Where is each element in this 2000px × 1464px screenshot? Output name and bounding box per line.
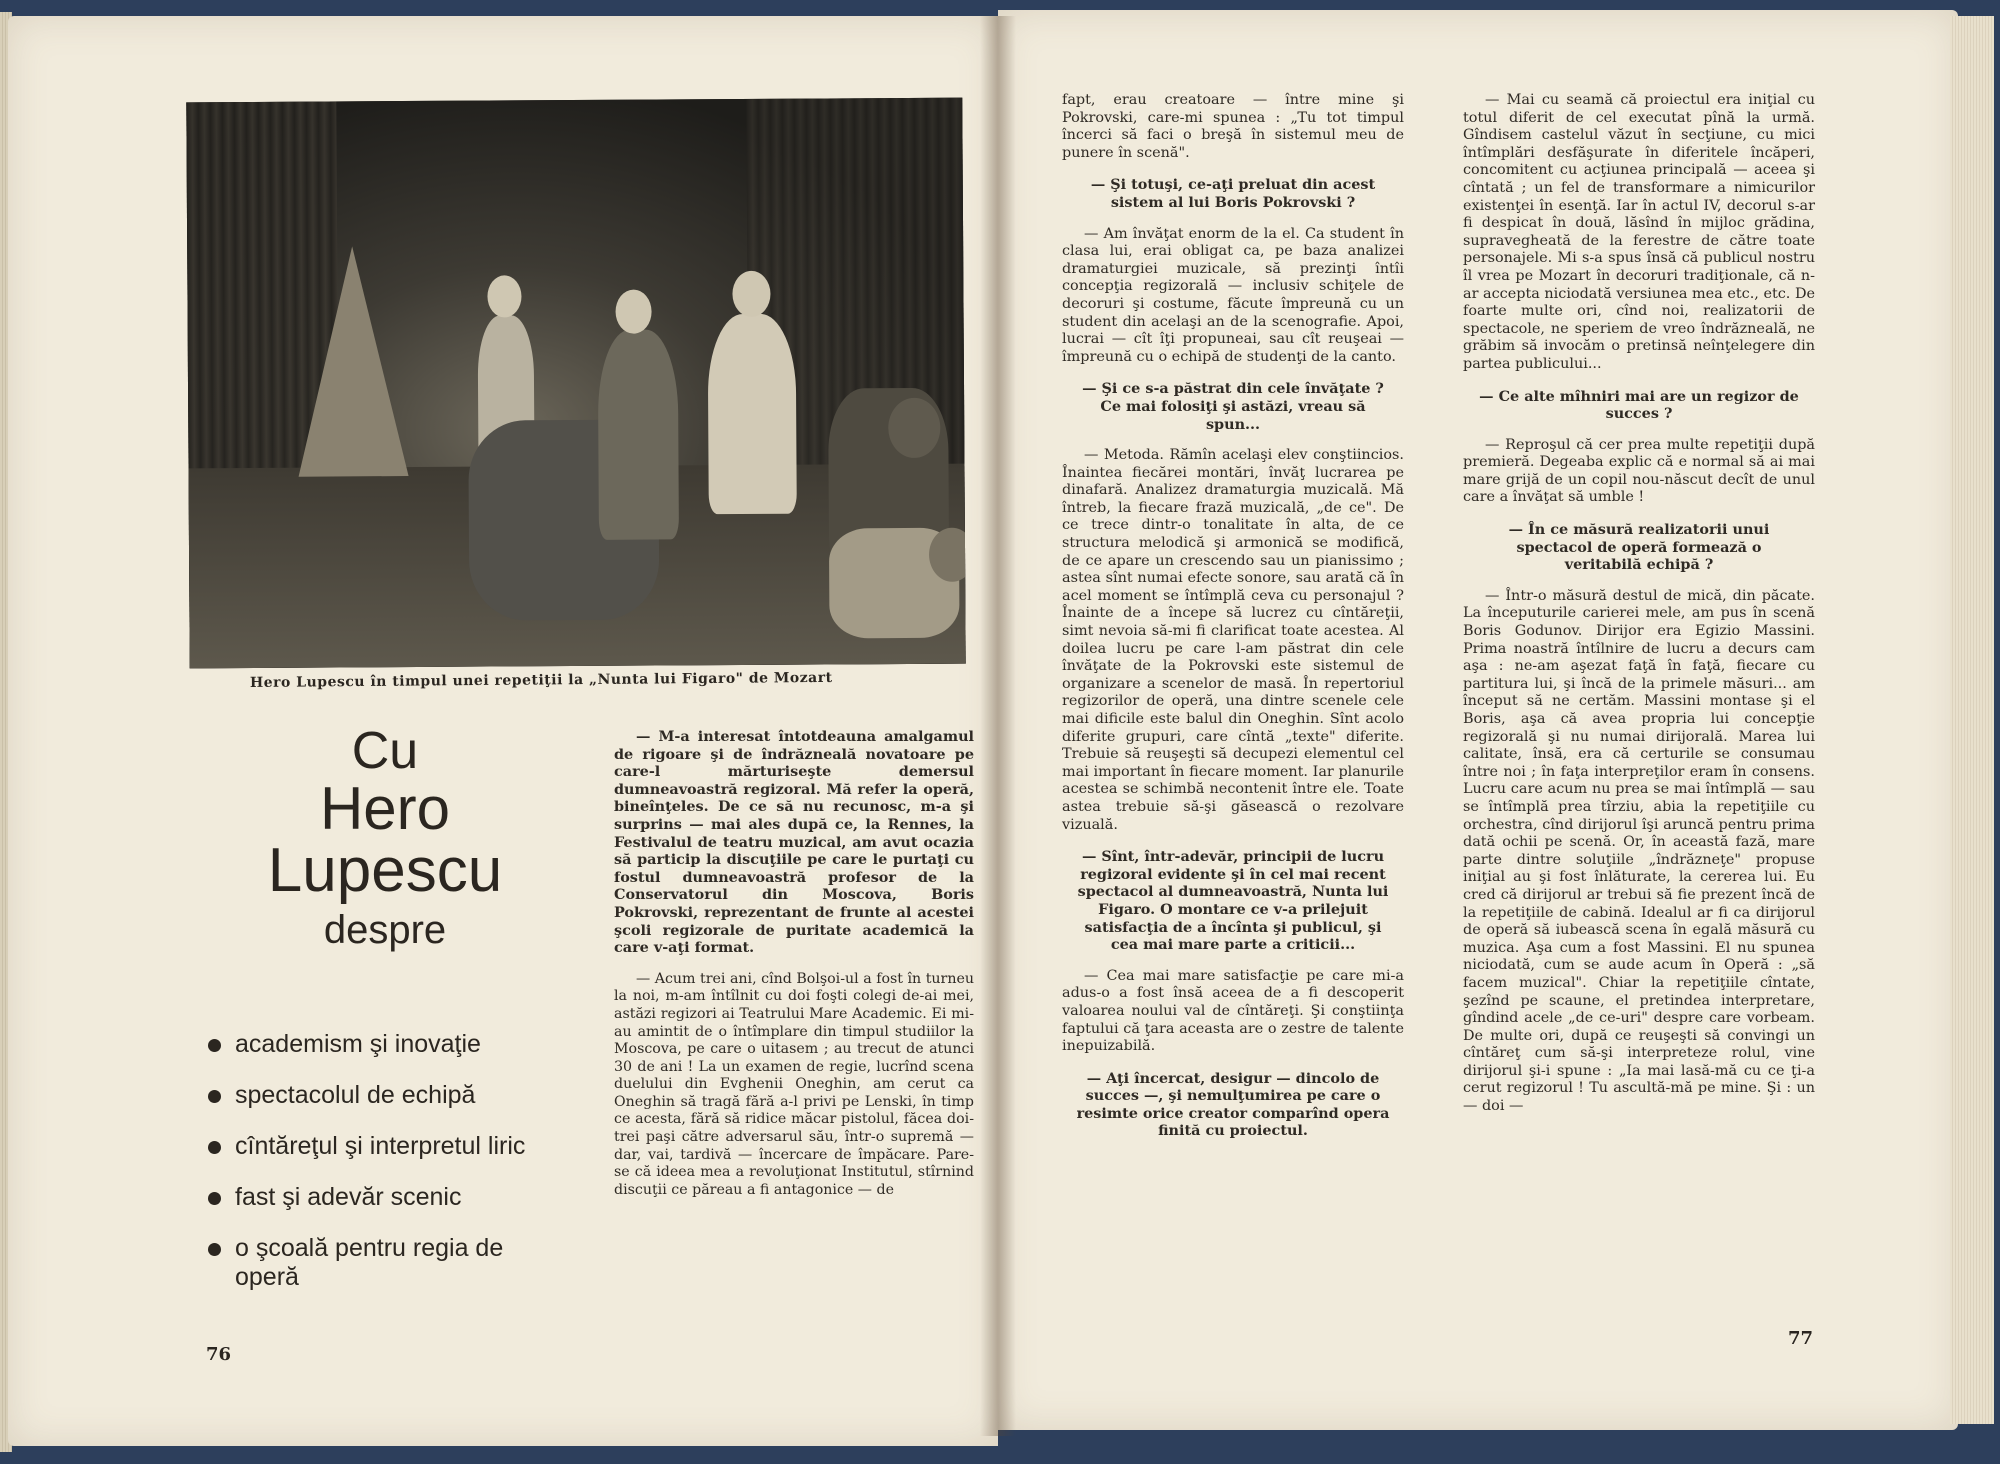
bullet-icon [208,1090,221,1103]
bullet-icon [208,1192,221,1205]
left-text-column [614,728,974,1213]
interview-question: — Şi totuşi, ce-aţi preluat din acest sistem al lui Boris Pokrovski ? [1090,176,1376,211]
interview-question: — În ce măsură realizatorii unui spectacol de operă formează o veritabilă echipă ? [1508,521,1770,574]
interview-question: — Sînt, într-adevăr, principii de lucru regizoral evidente şi în cel mai recent spectacol al dumneavoastră, Nunta lui Figaro. O montare ce v-a prilejuit satisfacţia de a încînta şi publicul, şi cea mai mare parte a criticii... [1077,848,1389,954]
interview-question: — Şi ce s-a păstrat din cele învăţate ? Ce mai folosiţi şi astăzi, vreau să spun... [1082,380,1384,433]
interview-answer: — Am învăţat enorm de la el. Ca student în clasa lui, erai obligat ca, pe baza analizei dramaturgiei muzicale, să prezinţi întîi concepţia regizorală — inclusiv schiţele de decoruri şi costume, făcute împreună cu un student din acelaşi an de la scenografie. Apoi, lucrai — cît îţi propuneai, sau cît reuşeai — împreună cu o echipă de studenţi de la canto. [1062,225,1404,365]
article-title [250,722,520,953]
interview-answer: — Cea mai mare satisfacţie pe care mi-a adus-o a fost însă aceea de a fi descoperit valoarea noului val de cîntăreţi. Şi conştiinţa faptului că ţara aceasta are o zestre de talente inepuizabilă. [1062,967,1404,1055]
interview-answer: — Într-o măsură destul de mică, din păcate. La începuturile carierei mele, am pus în scenă Boris Godunov. Dirijor era Egizio Massini. Prima noastră întîlnire de lucru a decurs cam aşa : ne-am aşezat faţă în faţă, fiecare cu partitura lui, şi încă de la primele măsuri... am început să ne certăm. Massini montase şi el Boris, aşa că avea propria lui concepţie regizorală şi nu numai dirijorală. Marea lui calitate, însă, era că certurile se consumau între noi ; în faţa interpreţilor eram în consens. Lucru care acum nu prea se mai întîmplă — sau se întîmplă prea tîrziu, abia la repetiţiile cu orchestra, cînd dirijorul îşi aruncă pentru prima dată ochii pe scenă. Or, în această fază, mare parte dintre soluţiile „îndrăzneţe" propuse iniţial au şi fost înlăturate, la cererea lui. Eu cred că dirijorul ar trebui să fie prezent încă de la repetiţiile de cabină. Idealul ar fi ca dirijorul de operă să iubească scena în egală măsură cu muzica. Aşa cum a fost Massini. El nu spunea niciodată, cum se aude acum în Operă : „să facem muzical". Chiar la repetiţiile cîntate, şezînd pe scaune, el pretindea interpretare, gîndind acele „de ce-uri" despre care vorbeam. De multe ori, după ce reuşeşti să convingi un cîntăreţ cum să-şi interpreteze rolul, vine dirijorul şi-i spune : „Ia mai lasă-mă cu ce ţi-a cerut regizorul ! Tu ascultă-mă pe mine. Şi : un — doi — [1463,587,1815,1115]
rehearsal-photo [186,98,965,669]
interview-intro: — M-a interesat întotdeauna amalgamul de rigoare şi de îndrăzneală novatoare pe care-l mărturiseşte demersul dumneavoastră regizoral. Mă refer la operă, bineînţeles. De ce să nu recunosc, m-a şi surprins — mai ales după ce, la Rennes, la Festivalul de teatru muzical, am avut ocazia să particip la discuţiile pe care le purtaţi cu fostul dumneavoastră profesor de la Conservatorul din Moscova, Boris Pokrovski, reprezentant de frunte al acestei şcoli regizorale de puritate academică la care v-aţi format. [614,728,974,957]
bullet-icon [208,1243,221,1256]
title-line-1: Cu [351,722,419,780]
topics-list [204,1030,574,1314]
interview-question: — Ce alte mîhniri mai are un regizor de succes ? [1479,387,1799,423]
page-number-right: 77 [1788,1328,1814,1349]
title-line-2: Hero [319,775,451,843]
title-line-3: Lupescu [267,836,503,906]
interview-answer: — Acum trei ani, cînd Bolşoi-ul a fost în turneu la noi, m-am întîlnit cu doi foşti colegi de-ai mei, astăzi regizori ai Teatrului Mare Academic. Ei mi-au amintit de o întîmplare din timpul studiilor la Moscova, pe care o uitasem ; au trecut de atunci 30 de ani ! La un examen de regie, lucrînd scena duelului din Evghenii Oneghin, am cerut ca Oneghin să tragă fără a-l privi pe Lenski, în timp ce acesta, fără să ridice măcar pistolul, făcea doi-trei paşi către adversarul său, într-o supremă — dar, vai, tardivă — încercare de împăcare. Pare-se că ideea mea a revoluţionat Institutul, stîrnind discuţii ce păreau a fi antagonice — de [614,970,974,1198]
interview-answer: — Mai cu seamă că proiectul era iniţial cu totul diferit de cel executat pînă la urmă. Gîndisem castelul văzut în secţiune, cu mici întîmplări desfăşurate în diferitele încăperi, concomitent cu acţiunea principală — aceea şi cîntată ; un fel de transformare a nimicurilor existenţei în esenţă. Iar în actul IV, decorul s-ar fi despicat în două, lăsînd în mijloc grădina, supravegheată de la ferestre de către toate personajele. Mi s-a spus însă că publicul nostru îl vrea pe Mozart în decoruri tradiţionale, că n-ar accepta niciodată versiunea mea etc., etc. De foarte multe ori, cînd noi, realizatorii de spectacole, ne speriem de vreo îndrăzneală, ne grăbim să invocăm o pretinsă neînţelegere din partea publicului... [1463,92,1816,372]
bullet-icon [208,1141,221,1154]
interview-answer: fapt, erau creatoare — între mine şi Pokrovski, care-mi spunea : „Tu tot timpul încerci să faci o breşă în sistemul meu de punere în scenă". [1062,92,1404,161]
book-gutter [980,16,1016,1436]
interview-answer: — Reproşul că cer prea multe repetiţii după premieră. Degeaba explic că e normal să ai mai mare grijă de un copil nou-născut decît de unul care a învăţat să umble ! [1463,436,1815,506]
topic-item: fast şi adevăr scenic [204,1183,574,1212]
topic-item: cîntăreţul şi interpretul liric [204,1132,574,1161]
topic-item: o şcoală pentru regia de operă [204,1234,574,1292]
right-text-column-2 [1463,92,1815,1130]
title-line-4: despre [323,908,447,953]
page-number-left: 76 [206,1344,232,1365]
topic-item: spectacolul de echipă [204,1081,574,1110]
page-edges [1950,16,1994,1424]
photo-caption: Hero Lupescu în timpul unei repetiţii la „Nunta lui Figaro" de Mozart [249,669,833,691]
bullet-icon [208,1039,221,1052]
right-text-column-1 [1062,92,1404,1154]
interview-question: — Aţi încercat, desigur — dincolo de succes —, şi nemulţumirea pe care o resimte orice creator comparînd opera finită cu proiectul. [1076,1069,1390,1140]
stage-prop-tree [297,246,408,477]
interview-answer: — Metoda. Rămîn acelaşi elev conştiincios. Înaintea fiecărei montări, învăţ lucrarea pe dinafară. Analizez dramaturgia muzicală. Mă întreb, la fiecare frază muzicală, „de ce". De ce trece dintr-o tonalitate în alta, de ce structura melodică şi armonică se modifică, de ce apare un crescendo sau un pianissimo ; astea sînt numai efecte sonore, sau arată că în acel moment se întîmplă ceva cu personajul ? Înainte de a începe să lucrez cu cîntăreţii, simt nevoia să-mi fi clarificat toate acestea. Al doilea lucru pe care l-am păstrat din cele învăţate de la Pokrovski este sistemul de organizare a scenelor de masă. În repertoriul regizorilor de operă, una dintre scenele cele mai dificile este balul din Oneghin. Sînt acolo diferite grupuri, care cîntă „texte" diferite. Trebuie să reuşeşti să decupezi elementul cel mai important în fiecare moment. Iar planurile acestea se schimbă necontenit între ele. Toate astea trebuie să-şi găsească o rezolvare vizuală. [1062,447,1404,833]
topic-item: academism şi inovaţie [204,1030,574,1059]
